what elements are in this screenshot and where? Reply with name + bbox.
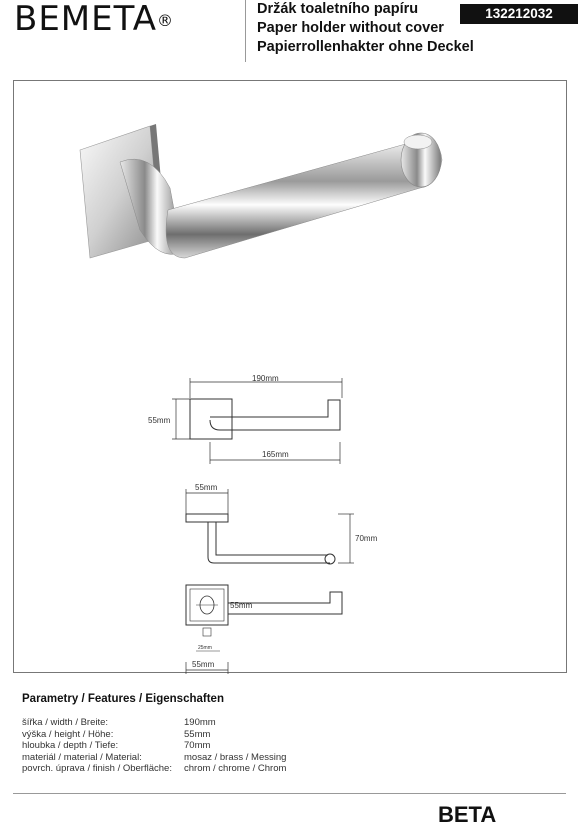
param-row: materiál / material / Material: mosaz / brass / Messing <box>22 751 287 763</box>
parameters-heading: Parametry / Features / Eigenschaften <box>22 693 224 705</box>
footer-divider <box>13 793 566 794</box>
param-row: hloubka / depth / Tiefe: 70mm <box>22 740 211 751</box>
param-row: povrch. úprava / finish / Oberfläche: chrom / chrome / Chrom <box>22 763 287 774</box>
dim-height-label: 55mm <box>148 416 171 425</box>
title-de: Papierrollenhakter ohne Deckel <box>257 39 474 55</box>
title-cs: Držák toaletního papíru <box>257 1 419 17</box>
dim-bottom-size-label: 55mm <box>230 601 253 610</box>
product-code: 132212032 <box>460 4 578 24</box>
dim-depth-label: 70mm <box>355 534 378 543</box>
registered-mark: ® <box>157 11 175 30</box>
param-row: šířka / width / Breite: 190mm <box>22 717 216 728</box>
dim-side-width-label: 55mm <box>195 483 218 492</box>
dim-width-label: 190mm <box>252 374 279 383</box>
series-name: BETA <box>438 802 497 827</box>
parameters-section <box>22 693 562 775</box>
drawing-side-view <box>186 489 354 564</box>
dim-bottom-width-label: 55mm <box>192 660 215 669</box>
dim-inner-length-label: 165mm <box>262 450 289 459</box>
product-photo <box>80 124 442 258</box>
param-row: výška / height / Höhe: 55mm <box>22 728 211 740</box>
brand-name: BEMETA <box>14 0 158 39</box>
drawing-top-view <box>172 378 342 464</box>
title-en: Paper holder without cover <box>257 20 444 36</box>
dim-small-label: 25mm <box>198 645 212 651</box>
